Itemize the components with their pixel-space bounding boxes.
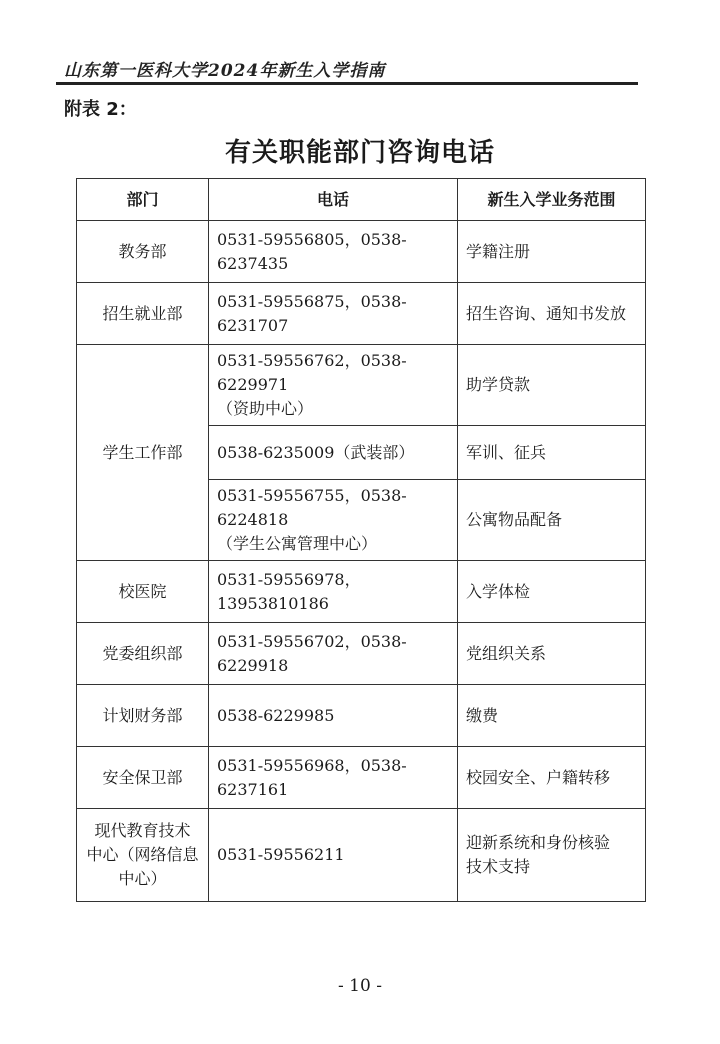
phone-cell <box>209 809 458 902</box>
phone-text: 0531-59556875，0538-6231707 <box>217 291 407 335</box>
scope-text: 招生咨询、通知书发放 <box>466 303 627 323</box>
scope-cell <box>458 426 646 480</box>
table-row <box>77 685 646 747</box>
scope-text: 迎新系统和身份核验 <box>466 833 611 852</box>
scope-text: 军训、征兵 <box>466 442 547 462</box>
scope-cell <box>458 561 646 623</box>
phone-cell <box>209 561 458 623</box>
phone-text: 0538-6229985 <box>217 705 335 725</box>
scope-cell <box>458 809 646 902</box>
dept-cell: 招生就业部 <box>77 283 209 345</box>
phone-text: 0531-59556805，0538-6237435 <box>217 229 407 273</box>
phone-cell <box>209 426 458 480</box>
phone-text: 0531-59556762，0538-6229971 <box>217 351 407 394</box>
scope-text: 入学体检 <box>466 581 531 601</box>
phone-text: 0531-59556755，0538-6224818 <box>217 486 407 529</box>
phone-cell <box>209 345 458 426</box>
column-header-scope: 新生入学业务范围 <box>458 179 646 221</box>
contact-table <box>76 178 646 902</box>
table-row <box>77 345 646 426</box>
phone-text: 0538-6235009（武装部） <box>217 442 415 462</box>
scope-text: 助学贷款 <box>466 375 531 394</box>
column-header-phone: 电话 <box>209 179 458 221</box>
dept-cell: 学生工作部 <box>77 345 209 561</box>
scope-text: 党组织关系 <box>466 643 547 663</box>
scope-cell <box>458 747 646 809</box>
appendix-label: 附表 2： <box>64 99 137 120</box>
page-title: 有关职能部门咨询电话 <box>224 138 495 168</box>
phone-text: 0531-59556978，13953810186 <box>217 569 361 613</box>
page-number: - 10 - <box>338 976 382 996</box>
scope-cell <box>458 283 646 345</box>
phone-cell <box>209 480 458 561</box>
scope-cell <box>458 221 646 283</box>
dept-cell: 党委组织部 <box>77 623 209 685</box>
scope-text: 缴费 <box>466 705 499 725</box>
table-row <box>77 283 646 345</box>
scope-cell <box>458 623 646 685</box>
dept-text: 中心） <box>118 869 167 888</box>
table-row <box>77 561 646 623</box>
phone-cell <box>209 747 458 809</box>
header-rule <box>56 82 638 85</box>
dept-cell: 计划财务部 <box>77 685 209 747</box>
phone-note: （学生公寓管理中心） <box>217 534 378 553</box>
scope-text: 学籍注册 <box>466 241 531 261</box>
table-row <box>77 623 646 685</box>
scope-text: 公寓物品配备 <box>466 510 563 529</box>
dept-cell: 安全保卫部 <box>77 747 209 809</box>
table-row <box>77 809 646 902</box>
phone-note: （资助中心） <box>217 399 314 418</box>
table-row <box>77 221 646 283</box>
dept-cell: 教务部 <box>77 221 209 283</box>
scope-cell <box>458 480 646 561</box>
scope-cell <box>458 345 646 426</box>
phone-cell <box>209 623 458 685</box>
scope-text: 技术支持 <box>466 857 531 876</box>
dept-text: 中心（网络信息 <box>86 845 199 864</box>
phone-text: 0531-59556968，0538-6237161 <box>217 755 407 799</box>
dept-cell <box>77 809 209 902</box>
dept-cell: 校医院 <box>77 561 209 623</box>
phone-cell <box>209 685 458 747</box>
column-header-dept: 部门 <box>77 179 209 221</box>
scope-cell <box>458 685 646 747</box>
phone-cell <box>209 221 458 283</box>
running-header: 山东第一医科大学2024年新生入学指南 <box>64 61 386 81</box>
phone-text: 0531-59556211 <box>217 845 345 864</box>
dept-text: 现代教育技术 <box>94 821 191 840</box>
table-header-row <box>77 179 646 221</box>
phone-text: 0531-59556702，0538-6229918 <box>217 631 407 675</box>
scope-text: 校园安全、户籍转移 <box>466 767 611 787</box>
phone-cell <box>209 283 458 345</box>
table-row <box>77 747 646 809</box>
